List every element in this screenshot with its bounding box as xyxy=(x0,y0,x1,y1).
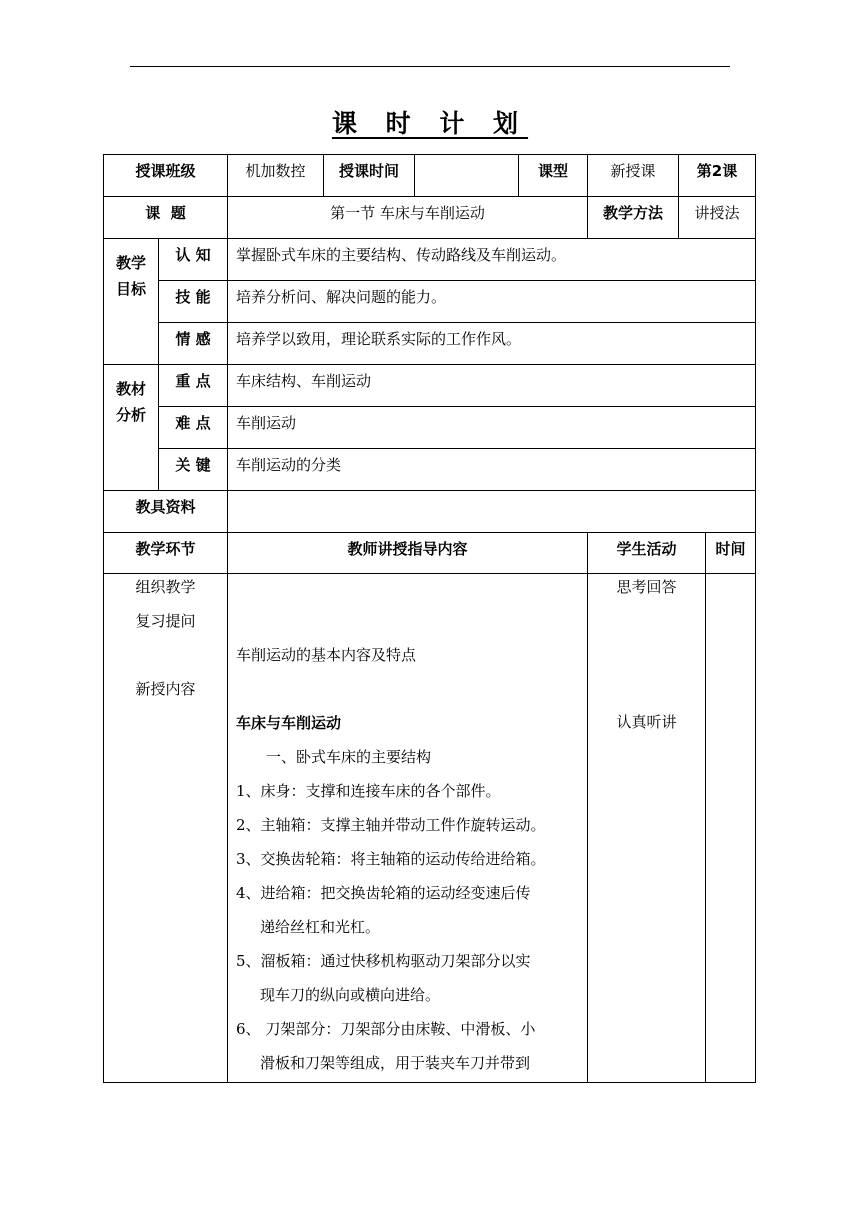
topic-value: 第一节 车床与车削运动 xyxy=(330,204,485,222)
analysis-item-text: 车削运动 xyxy=(236,414,297,432)
type-value: 新授课 xyxy=(610,162,656,180)
list-item xyxy=(236,1012,581,1046)
objective-label: 情 感 xyxy=(175,330,211,348)
row-divider xyxy=(158,448,756,449)
objective-text: 培养分析问、解决问题的能力。 xyxy=(236,288,447,306)
row-divider xyxy=(103,238,756,239)
section-title: 车床与车削运动 xyxy=(236,714,342,732)
analysis-item-label: 难 点 xyxy=(175,414,211,432)
list-text: 交换齿轮箱：将主轴箱的运动传给进给箱。 xyxy=(260,850,546,868)
list-continuation: 递给丝杠和光杠。 xyxy=(260,918,381,936)
list-number: 1、 xyxy=(236,782,261,800)
list-text: 主轴箱：支撑主轴并带动工件作旋转运动。 xyxy=(260,816,546,834)
stage-item: 复习提问 xyxy=(135,612,196,630)
row-divider xyxy=(158,322,756,323)
row-divider xyxy=(103,532,756,533)
row-divider xyxy=(103,364,756,365)
list-number: 6、 xyxy=(236,1020,261,1038)
list-item xyxy=(236,808,581,842)
time-label: 授课时间 xyxy=(338,162,399,180)
topic-label: 课 题 xyxy=(145,204,186,222)
stage-item xyxy=(104,638,227,672)
review-text: 车削运动的基本内容及特点 xyxy=(236,646,417,664)
activity-item: 认真听讲 xyxy=(616,713,677,731)
analysis-item-label: 重 点 xyxy=(175,372,211,390)
time-header: 时间 xyxy=(715,540,746,558)
row-divider xyxy=(158,406,756,407)
content-header: 教师讲授指导内容 xyxy=(347,540,468,558)
list-continuation: 现车刀的纵向或横向进给。 xyxy=(260,986,441,1004)
stage-item: 组织教学 xyxy=(135,578,196,596)
teaching-content xyxy=(236,638,581,1080)
method-value: 讲授法 xyxy=(694,204,740,222)
objective-label: 技 能 xyxy=(175,288,211,306)
column-divider xyxy=(227,154,228,1083)
list-item xyxy=(236,944,581,978)
list-continuation: 滑板和刀架等组成，用于装夹车刀并带到 xyxy=(260,1054,531,1072)
stage-item: 新授内容 xyxy=(135,680,196,698)
header-rule xyxy=(130,66,730,67)
activity-item: 思考回答 xyxy=(616,578,677,596)
list-text: 刀架部分：刀架部分由床鞍、中滑板、小 xyxy=(260,1020,536,1038)
list-number: 3、 xyxy=(236,850,261,868)
lesson-number: 第2课 xyxy=(696,162,738,180)
analysis-item-label: 关 键 xyxy=(175,456,211,474)
analysis-item-text: 车削运动的分类 xyxy=(236,456,342,474)
list-item xyxy=(236,842,581,876)
objective-label: 认 知 xyxy=(175,246,211,264)
list-number: 2、 xyxy=(236,816,261,834)
analysis-item-text: 车床结构、车削运动 xyxy=(236,372,372,390)
column-divider xyxy=(414,154,415,196)
list-text: 进给箱：把交换齿轮箱的运动经变速后传 xyxy=(260,884,531,902)
stage-list xyxy=(104,570,227,706)
table-border-right xyxy=(755,154,756,1083)
column-divider xyxy=(587,532,588,1083)
table-border-top xyxy=(103,154,756,155)
class-label: 授课班级 xyxy=(135,162,196,180)
class-value: 机加数控 xyxy=(245,162,306,180)
objective-text: 培养学以致用，理论联系实际的工作作风。 xyxy=(236,330,522,348)
subsection-title: 一、卧式车床的主要结构 xyxy=(266,748,432,766)
column-divider xyxy=(158,238,159,490)
tools-label: 教具资料 xyxy=(135,498,196,516)
type-label: 课型 xyxy=(537,162,568,180)
column-divider xyxy=(705,532,706,1083)
row-divider xyxy=(158,280,756,281)
objective-text: 掌握卧式车床的主要结构、传动路线及车削运动。 xyxy=(236,246,567,264)
list-number: 4、 xyxy=(236,884,261,902)
stage-header: 教学环节 xyxy=(135,540,196,558)
method-label: 教学方法 xyxy=(602,204,663,222)
objectives-label: 教学目标 xyxy=(116,254,147,298)
list-number: 5、 xyxy=(236,952,261,970)
list-text: 床身：支撑和连接车床的各个部件。 xyxy=(260,782,501,800)
table-border-bottom xyxy=(103,1082,756,1083)
row-divider xyxy=(103,196,756,197)
row-divider xyxy=(103,490,756,491)
page-title: 课 时 计 划 xyxy=(331,109,529,138)
activity-header: 学生活动 xyxy=(616,540,677,558)
list-item xyxy=(236,876,581,910)
spacer xyxy=(236,672,581,706)
list-item xyxy=(236,774,581,808)
analysis-label: 教材分析 xyxy=(116,380,147,424)
list-text: 溜板箱：通过快移机构驱动刀架部分以实 xyxy=(260,952,531,970)
